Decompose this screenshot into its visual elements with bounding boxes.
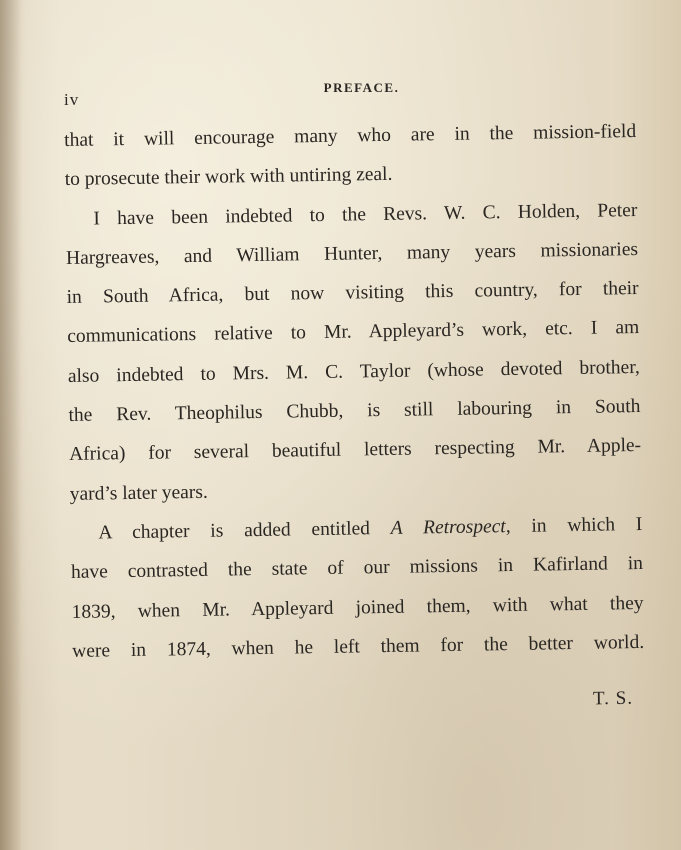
retrospect-line-before: A chapter is added entitled: [98, 517, 391, 544]
text-line: Africa) for several beautiful letters respecting Mr. Apple-: [68, 435, 642, 466]
retrospect-title: A Retrospect: [390, 516, 506, 539]
body-text: [64, 119, 645, 678]
retrospect-line-after: , in which I: [505, 513, 643, 538]
text-line: I have been indebted to the Revs. W. C. Holden, Peter: [93, 199, 638, 230]
text-line: that it will encourage many who are in the mission-field: [64, 121, 637, 151]
running-head-text: PREFACE.: [323, 80, 400, 95]
text-line: in South Africa, but now visiting this country, for their: [66, 278, 639, 309]
running-head: [0, 80, 681, 96]
text-line: Hargreaves, and William Hunter, many years missionaries: [65, 238, 639, 269]
text-line: to prosecute their work with untiring zeal.: [64, 164, 393, 191]
page-number: iv: [64, 90, 80, 109]
text-line: also indebted to Mrs. M. C. Taylor (whose devoted brother,: [67, 356, 640, 387]
author-initials: T. S.: [592, 687, 634, 710]
text-line: were in 1874, when he left them for the better world.: [72, 631, 645, 662]
text-line: the Rev. Theophilus Chubb, is still labouring in South: [68, 396, 641, 427]
text-line: have contrasted the state of our missions in Kafirland in: [70, 553, 644, 584]
spine-shadow: [0, 0, 22, 850]
text-line: yard’s later years.: [69, 481, 208, 505]
text-line: 1839, when Mr. Appleyard joined them, with what they: [71, 592, 644, 623]
text-line: communications relative to Mr. Appleyard’s work, etc. I am: [67, 317, 640, 348]
